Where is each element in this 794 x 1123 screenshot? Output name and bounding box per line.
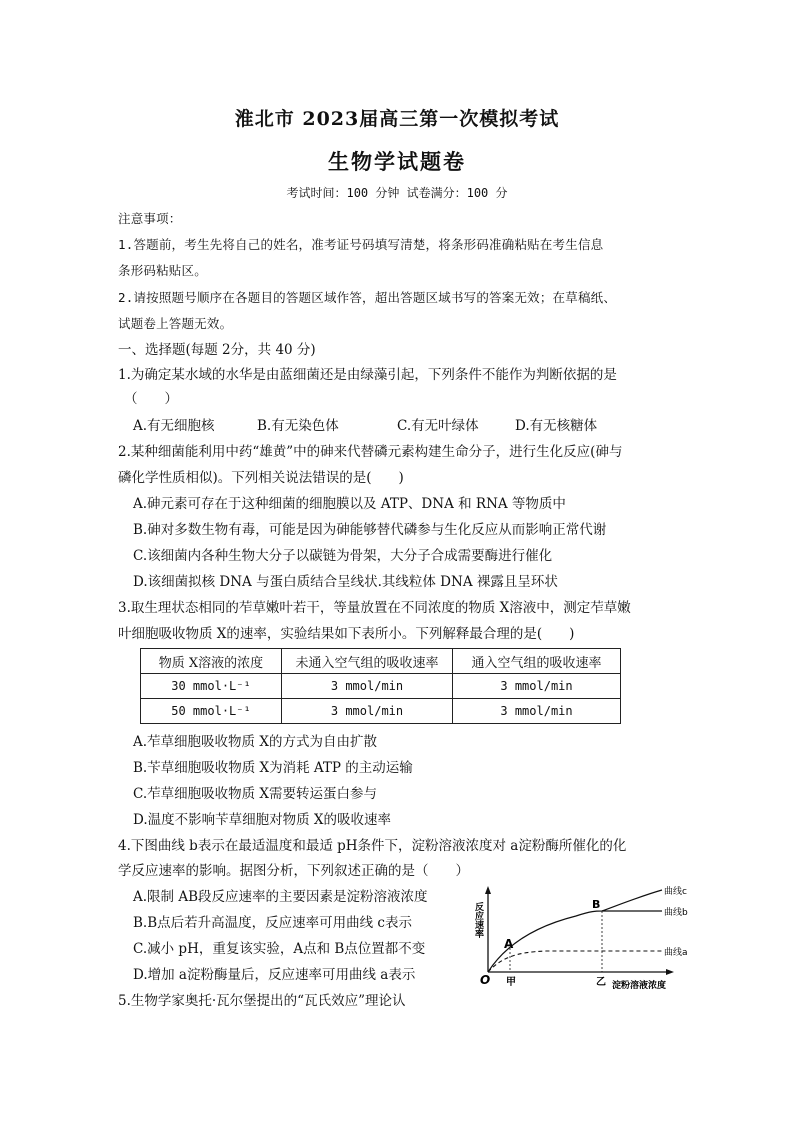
table-cell: 30 mmol·L⁻¹ <box>141 674 282 699</box>
q3-option-b: B.苄草细胞吸收物质 X为消耗 ATP 的主动运输 <box>133 760 413 776</box>
exam-meta: 考试时间：100 分钟 试卷满分：100 分 <box>286 186 508 200</box>
q1-option-c: C.有无叶绿体 <box>397 418 479 434</box>
q2-option-d: D.该细菌拟核 DNA 与蛋白质结合呈线状.其线粒体 DNA 裸露且呈环状 <box>133 574 558 590</box>
q3-stem-line-1: 3.取生理状态相同的苲草嫩叶若干，等量放置在不同浓度的物质 X溶液中，测定苲草嫩 <box>118 600 631 616</box>
origin-label: O <box>480 973 491 987</box>
notice-item-2-line-1: 2.请按照题号顺序在各题目的答题区域作答，超出答题区域书写的答案无效；在草稿纸、 <box>118 290 617 305</box>
notice-item-1-line-1: 1.答题前，考生先将自己的姓名，准考证号码填写清楚，将条形码准确粘贴在考生信息 <box>118 237 604 252</box>
q3-option-d: D.温度不影响苄草细胞对物质 X的吸收速率 <box>133 812 392 828</box>
table-row <box>141 674 621 699</box>
q4-chart <box>466 884 688 994</box>
y-axis-arrow <box>485 886 491 894</box>
q1-stem-line-2: （ ） <box>124 391 178 407</box>
x-axis-label: 淀粉溶液浓度 <box>612 981 667 991</box>
table-cell: 3 mmol/min <box>282 674 453 699</box>
section-heading: 一、选择题(每题 2分，共 40 分) <box>118 342 316 358</box>
table-header-row <box>141 649 621 674</box>
table-row <box>141 699 621 724</box>
q2-option-c: C.该细菌内各种生物大分子以碳链为骨架，大分子合成需要酶进行催化 <box>133 548 553 564</box>
curve-b-label: 曲线b <box>664 908 688 918</box>
q2-stem-line-1: 2.某种细菌能利用中药“雄黄”中的砷来代替磷元素构建生命分子，进行生化反应(砷与 <box>118 444 623 460</box>
point-b-label: B <box>592 898 601 911</box>
exam-subtitle: 生物学试题卷 <box>328 149 466 174</box>
q1-option-b: B.有无染色体 <box>257 418 339 434</box>
q1-option-a: A.有无细胞核 <box>133 418 215 434</box>
q5-stem-line-1: 5.生物学家奥托·瓦尔堡提出的“瓦氏效应”理论认 <box>118 993 406 1009</box>
table-header-cell: 通入空气组的吸收速率 <box>453 649 621 674</box>
q4-option-c: C.减小 pH，重复该实验，A点和 B点位置都不变 <box>133 941 426 957</box>
x-tick-yi: 乙 <box>596 977 606 988</box>
q2-option-b: B.砷对多数生物有毒，可能是因为砷能够替代磷参与生化反应从而影响正常代谢 <box>133 522 607 538</box>
q1-options <box>133 417 597 435</box>
notice-heading: 注意事项： <box>118 211 182 226</box>
curve-a-label: 曲线a <box>664 948 688 958</box>
q4-option-a: A.限制 AB段反应速率的主要因素是淀粉溶液浓度 <box>133 889 428 905</box>
table-cell: 3 mmol/min <box>282 699 453 724</box>
q4-stem-line-1: 4.下图曲线 b表示在最适温度和最适 pH条件下，淀粉溶液浓度对 a淀粉酶所催化的化 <box>118 838 627 854</box>
q2-stem-line-2: 磷化学性质相似)。下列相关说法错误的是( ) <box>118 470 404 486</box>
q3-option-a: A.苲草细胞吸收物质 X的方式为自由扩散 <box>133 734 377 750</box>
notice-item-1-line-2: 条形码粘贴区。 <box>118 263 207 278</box>
y-axis-label: 反应速率 <box>473 902 483 938</box>
table-header-cell: 物质 X溶液的浓度 <box>141 649 282 674</box>
q3-table <box>140 648 621 724</box>
q4-stem-line-2: 学反应速率的影响。据图分析，下列叙述正确的是（ ） <box>118 863 469 879</box>
table-header-cell: 未通入空气组的吸收速率 <box>282 649 453 674</box>
q4-option-d: D.增加 a淀粉酶量后，反应速率可用曲线 a表示 <box>133 967 416 983</box>
x-tick-jia: 甲 <box>506 977 516 988</box>
point-a-label: A <box>504 937 514 951</box>
notice-item-2-line-2: 试题卷上答题无效。 <box>118 316 233 331</box>
exam-title: 淮北市 2023届高三第一次模拟考试 <box>234 108 560 130</box>
table-cell: 3 mmol/min <box>453 674 621 699</box>
q1-option-d: D.有无核糖体 <box>515 418 598 434</box>
x-axis-arrow <box>666 969 674 975</box>
q3-option-c: C.苲草细胞吸收物质 X需要转运蛋白参与 <box>133 786 378 802</box>
table-cell: 3 mmol/min <box>453 699 621 724</box>
q1-stem-line-1: 1.为确定某水域的水华是由蓝细菌还是由绿藻引起，下列条件不能作为判断依据的是 <box>118 367 617 383</box>
curve-a <box>488 951 662 972</box>
q3-stem-line-2: 叶细胞吸收物质 X的速率，实验结果如下表所小。下列解释最合理的是( ) <box>118 626 575 642</box>
q4-option-b: B.B点后若升高温度，反应速率可用曲线 c表示 <box>133 915 412 931</box>
curve-c-label: 曲线c <box>664 887 687 897</box>
table-cell: 50 mmol·L⁻¹ <box>141 699 282 724</box>
q2-option-a: A.砷元素可存在于这种细菌的细胞膜以及 ATP、DNA 和 RNA 等物质中 <box>133 496 566 512</box>
curve-c <box>488 890 662 972</box>
